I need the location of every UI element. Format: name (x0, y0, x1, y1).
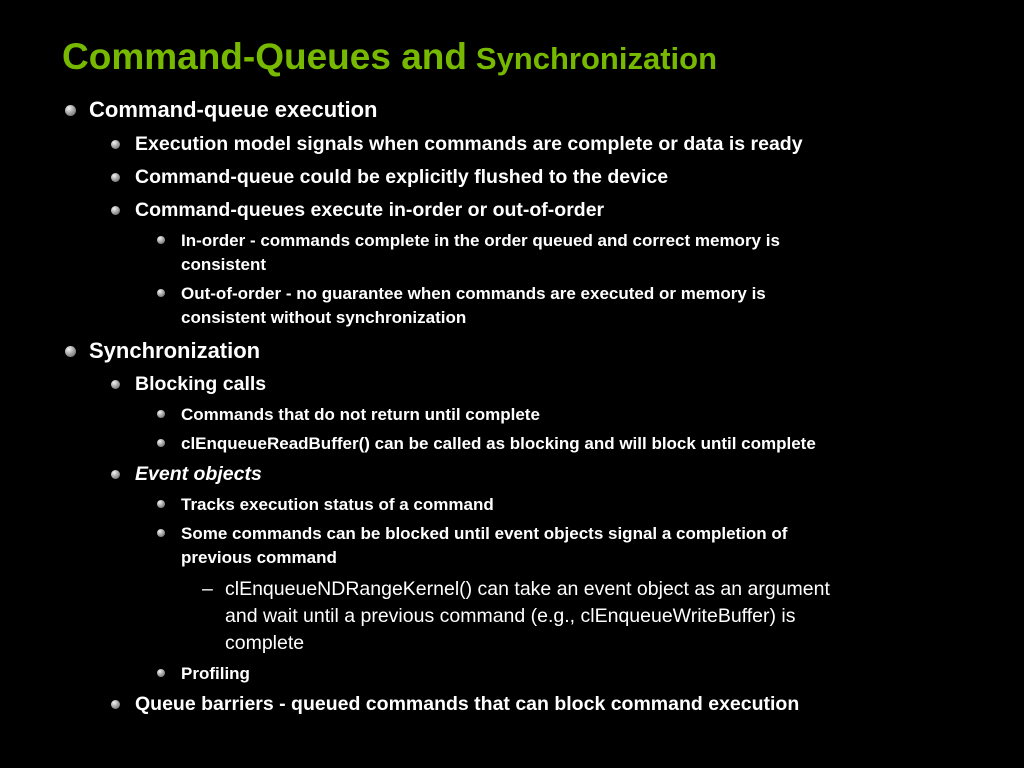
bullet-icon (157, 410, 165, 418)
bullet-icon (157, 529, 165, 537)
outline-item-out-of-order-line-1: Out-of-order - no guarantee when commands are executed or memory is (181, 284, 766, 303)
dash-marker: – (202, 578, 213, 600)
outline-item-out-of-order-line-2: consistent without synchronization (181, 308, 467, 327)
outline-item-do-not-return: Commands that do not return until complete (181, 405, 540, 424)
outline-item-in-order-out-of-order: Command-queues execute in-order or out-of-order (135, 199, 605, 221)
outline-item-execution-model: Execution model signals when commands are complete or data is ready (135, 133, 803, 155)
bullet-icon (111, 173, 120, 182)
outline-item-tracks-status: Tracks execution status of a command (181, 495, 494, 514)
bullet-icon (111, 380, 120, 389)
bullet-icon (157, 439, 165, 447)
outline-item-in-order-line-2: consistent (181, 255, 267, 274)
outline-item-in-order-line-1: In-order - commands complete in the order queued and correct memory is (181, 231, 780, 250)
title-main: Command-Queues and (62, 36, 467, 77)
outline-item-flushed: Command-queue could be explicitly flushed to the device (135, 166, 669, 188)
bullet-icon (65, 346, 76, 357)
outline-item-profiling: Profiling (181, 664, 250, 683)
outline-item-synchronization: Synchronization (89, 338, 261, 363)
outline-item-some-commands-line-2: previous command (181, 548, 337, 567)
bullet-icon (111, 206, 120, 215)
outline-item-command-queue-execution: Command-queue execution (89, 97, 378, 122)
outline-item-event-objects: Event objects (135, 463, 262, 485)
bullet-icon (65, 105, 76, 116)
bullet-icon (157, 669, 165, 677)
outline-item-some-commands-line-1: Some commands can be blocked until event objects signal a completion of (181, 524, 788, 543)
slide-title (62, 38, 717, 75)
outline-item-queue-barriers: Queue barriers - queued commands that can block command execution (135, 693, 800, 715)
title-sub: Synchronization (475, 41, 718, 76)
bullet-icon (157, 289, 165, 297)
outline-item-ndrange-line-1: clEnqueueNDRangeKernel() can take an event object as an argument (225, 578, 830, 600)
bullet-icon (111, 470, 120, 479)
outline-item-ndrange-line-3: complete (225, 632, 305, 654)
bullet-icon (111, 140, 120, 149)
outline-item-ndrange-line-2: and wait until a previous command (e.g., clEnqueueWriteBuffer) is (225, 605, 796, 627)
outline-item-read-buffer: clEnqueueReadBuffer() can be called as blocking and will block until complete (181, 434, 816, 453)
bullet-icon (157, 500, 165, 508)
outline-item-blocking-calls: Blocking calls (135, 373, 267, 395)
bullet-icon (111, 700, 120, 709)
bullet-icon (157, 236, 165, 244)
